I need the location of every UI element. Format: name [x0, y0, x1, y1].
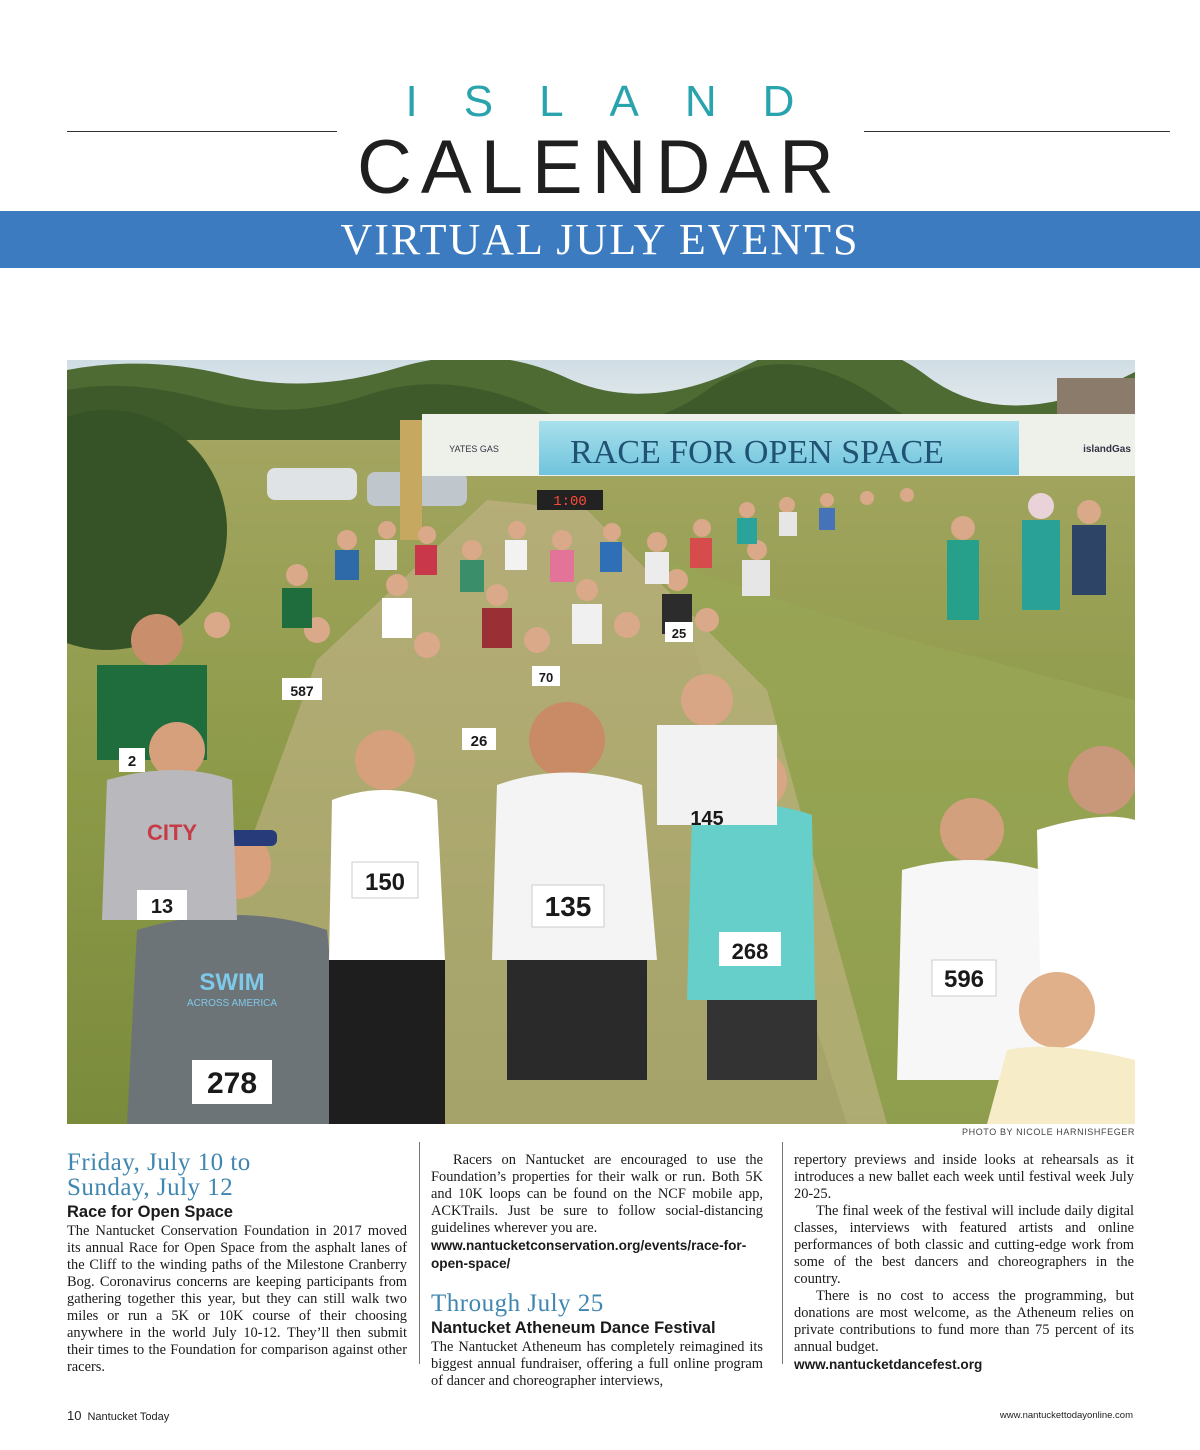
shirt-text: CITY — [146, 820, 198, 845]
parked-car — [267, 468, 357, 500]
race-bib: 25 — [671, 626, 687, 641]
event-paragraph: The Nantucket Atheneum has completely reimagined its biggest annual fundraiser, offering a full online program of dancer and choreographer interviews, — [431, 1339, 763, 1389]
shirt-text: SWIM — [199, 969, 265, 996]
event-paragraph-continued: repertory previews and inside looks at rehearsals as it introduces a new ballet each week until festival week July 20-25. — [794, 1152, 1134, 1202]
event-title: Nantucket Atheneum Dance Festival — [431, 1319, 716, 1337]
race-photo — [67, 360, 1135, 1124]
race-bib: 2 — [127, 753, 137, 770]
event-date-line: Friday, July 10 to — [67, 1149, 251, 1176]
column-divider — [782, 1142, 783, 1364]
event-paragraph: The Nantucket Conservation Foundation in 2017 moved its annual Race for Open Space from the asphalt lanes of the Cliff to the winding paths of the Milestone Cranberry Bog. Coronavirus concerns are keeping participants from gathering together this year, but they can still walk two miles or run a 5K or 10K course of their choosing anywhere in the world July 10-12. They’ll then submit their times to the Foundation for comparison against other racers. — [67, 1223, 407, 1375]
page-number: 10 — [67, 1408, 82, 1423]
race-photo-illustration — [67, 360, 1135, 1124]
race-bib: 70 — [538, 670, 554, 685]
article-column-3 — [794, 1152, 1134, 1374]
section-banner-text: VIRTUAL JULY EVENTS — [340, 215, 860, 264]
article-column-2 — [431, 1152, 763, 1390]
race-bib: 135 — [544, 891, 592, 922]
race-clock-display: 1:00 — [553, 494, 587, 510]
section-banner — [0, 211, 1200, 268]
shirt-text: ACROSS AMERICA — [186, 998, 278, 1009]
header-kicker: ISLAND — [405, 77, 841, 126]
footer-website[interactable]: www.nantuckettodayonline.com — [999, 1410, 1133, 1421]
race-bib: 145 — [690, 808, 724, 830]
race-bib: 150 — [364, 869, 406, 896]
race-bib: 587 — [290, 683, 314, 699]
event-date-line: Sunday, July 12 — [67, 1174, 234, 1201]
sponsor-logo-2: islandGas — [1083, 444, 1131, 455]
column-divider — [419, 1142, 420, 1364]
page-title: CALENDAR — [357, 125, 843, 210]
event-link[interactable]: www.nantucketconservation.org/events/race-for-open-space/ — [431, 1238, 747, 1271]
sponsor-logo-1: YATES GAS — [449, 444, 499, 454]
page-folio — [67, 1408, 169, 1423]
event-date-heading — [67, 1150, 407, 1200]
article-column-1 — [67, 1150, 407, 1376]
race-bib: 268 — [731, 939, 769, 964]
event-paragraph: There is no cost to access the programming, but donations are most welcome, as the Atheneum relies on private contributions to fund more than 75 percent of its annual budget. — [794, 1288, 1134, 1355]
race-bib: 596 — [943, 966, 985, 993]
event-title: Race for Open Space — [67, 1203, 233, 1221]
event-paragraph: Racers on Nantucket are encouraged to use the Foundation’s properties for their walk or run. Both 5K and 10K loops can be found on the NCF mobile app, ACKTrails. Just be sure to follow social-distancing guidelines wherever you are. — [431, 1152, 763, 1236]
finish-banner-text: RACE FOR OPEN SPACE — [570, 434, 944, 471]
race-bib: 278 — [206, 1067, 258, 1100]
event-date-heading — [431, 1291, 763, 1316]
publication-name: Nantucket Today — [87, 1411, 170, 1423]
event-paragraph: The final week of the festival will include daily digital classes, interviews with featured artists and online performances of both classic and cutting-edge work from some of the best dancers and choreographers in the country. — [794, 1203, 1134, 1287]
event-link[interactable]: www.nantucketdancefest.org — [794, 1357, 983, 1372]
banner-post — [400, 420, 422, 540]
race-bib: 26 — [470, 733, 488, 750]
photo-credit: PHOTO BY NICOLE HARNISHFEGER — [962, 1127, 1135, 1137]
house — [1057, 378, 1135, 418]
race-bib: 13 — [150, 896, 174, 918]
event-date-line: Through July 25 — [431, 1290, 604, 1317]
